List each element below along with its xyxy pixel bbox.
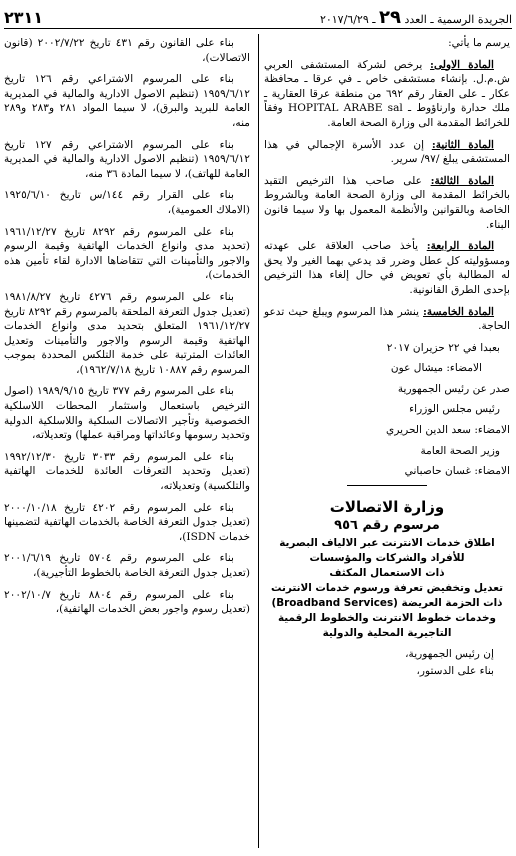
article-title: المادة الثانية: bbox=[431, 138, 494, 151]
recital-paragraph: بناء على المرسوم رقم ٤٢٠٢ تاريخ ٢٠٠٠/١٠/١٨ (تعديل جدول التعرفة الخاصة بالخدمات الهاتفية لتضمينها خدمات ISDN)، bbox=[4, 501, 250, 543]
article-5 bbox=[264, 305, 510, 334]
decree-title-line-2: للأفراد والشركات والمؤسسات bbox=[309, 552, 465, 565]
issue-date: ـ ٢٠١٧/٦/٢٩ bbox=[319, 12, 376, 26]
article-text: يرخص لشركة المستشفى العربي ش.م.ل. بإنشاء مستشفى خاص ـ في عرقا ـ محافظة عكار ـ على العقار رقم ٦٩٢ من منطقة عرقا العقارية ـ ملك حدارة وارناؤوط ـ HOPITAL ARABE sal وفقاً للخرائط المقدمة الى وزارة الصحة العامة. bbox=[264, 58, 510, 129]
recital-paragraph: بناء على المرسوم رقم ٨٨٠٤ تاريخ ٢٠٠٢/١٠/٧ (تعديل رسوم واجور بعض الخدمات الهاتفية)، bbox=[4, 588, 250, 616]
recital-paragraph: بناء على المرسوم رقم ٣٠٣٣ تاريخ ١٩٩٢/١٢/٣٠ (تعديل وتحديد التعرفات العائدة للخدمات الهاتفية والتلكسية) وتعديلاته، bbox=[4, 450, 250, 493]
page-number: ٢٣١١ bbox=[4, 7, 44, 27]
recital-paragraph: بناء على القرار رقم ١٤٤/س تاريخ ١٩٢٥/٦/١٠ (الاملاك العمومية)، bbox=[4, 189, 250, 216]
decree-title-line-7: التاجيرية المحلية والدولية bbox=[322, 627, 452, 640]
column-divider bbox=[258, 34, 259, 848]
article-4 bbox=[264, 239, 510, 297]
decree-title-line-6: وخدمات خطوط الانترنت والخطوط الرقمية bbox=[278, 612, 496, 625]
closing-line-1: إن رئيس الجمهورية، bbox=[405, 648, 494, 661]
ministry-heading: وزارة الاتصالات bbox=[329, 497, 445, 516]
decree-title-line-1: اطلاق خدمات الانترنت عبر الالياف البصرية bbox=[279, 537, 495, 550]
article-2 bbox=[264, 138, 510, 167]
decree-title-line-3: ذات الاستعمال المكثف bbox=[329, 567, 445, 580]
decree-title-line-5: ذات الحزمة العريضة (Broadband Services) bbox=[271, 597, 503, 610]
signature-president: الامضاء: ميشال عون bbox=[390, 362, 482, 375]
decree-number: مرسوم رقم ٩٥٦ bbox=[334, 518, 440, 534]
header-publication bbox=[320, 7, 512, 28]
article-title: المادة الاولى: bbox=[430, 58, 494, 71]
article-1 bbox=[264, 58, 510, 131]
separator-rule bbox=[347, 485, 427, 486]
recital-paragraph: بناء على المرسوم رقم ٨٢٩٢ تاريخ ١٩٦١/١٢/٢٧ (تحديد مدى وانواع الخدمات الهاتفية وقيمة الرسوم والاجور والتأمينات التي تتقاضاها الادارة لقاء تأمين هذه الخدمات)، bbox=[4, 225, 250, 282]
page-header bbox=[4, 6, 512, 29]
closing-line-2: بناء على الدستور، bbox=[416, 665, 494, 678]
minister-title: وزير الصحة العامة bbox=[420, 444, 500, 457]
decree-title-line-4: تعديل وتخفيض تعرفة ورسوم خدمات الانترنت bbox=[271, 582, 503, 595]
article-title: المادة الرابعة: bbox=[426, 240, 495, 253]
signature-pm: الامضاء: سعد الدين الحريري bbox=[386, 424, 510, 437]
pm-title: رئيس مجلس الوزراء bbox=[409, 403, 500, 416]
publication-name: الجريدة الرسمية ـ العدد bbox=[404, 12, 512, 26]
issued-by: صدر عن رئيس الجمهورية bbox=[397, 382, 510, 395]
recital-paragraph: بناء على المرسوم رقم ٤٢٧٦ تاريخ ١٩٨١/٨/٢٧ (تعديل جدول التعرفة الملحقة بالمرسوم رقم ٨٢٩٢ تاريخ ١٩٦١/١٢/٢٧ المتعلق بتحديد مدى وانواع الخدمات الهاتفية وقيمة الرسوم والاجور والتأمينات وتعديل العائدات المترتبة على خدمة التلكس المحددة بموجب المرسوم رقم ١٠٨٨٧ تاريخ ١٩٦٢/٧/١٨)، bbox=[4, 290, 250, 376]
recital-paragraph: بناء على القانون رقم ٤٣١ تاريخ ٢٠٠٢/٧/٢٢ (قانون الاتصالات)، bbox=[4, 37, 250, 64]
article-text: إن عدد الأسرة الإجمالي في هذا المستشفى يبلغ /٩٧/ سرير. bbox=[264, 138, 510, 166]
intro-text: يرسم ما يأتي: bbox=[448, 37, 510, 49]
recital-paragraph: بناء على المرسوم رقم ٣٧٧ تاريخ ١٩٨٩/٩/١٥ (اصول الترخيص باستعمال واستثمار المحطات اللاسلكية الخصوصية وتأجير الاتصالات السلكية واللاسلكية الدولية وتحديد رسومها وعائداتها ومراقبة عملها) وتعديلاته، bbox=[4, 385, 250, 442]
article-text: على صاحب هذا الترخيص التقيد بالخرائط المقدمة الى وزارة الصحة العامة وبالشروط الخاصة وبالقوانين والأنظمة المعمول بها ولا سيما قانون البناء. bbox=[264, 174, 510, 231]
article-title: المادة الثالثة: bbox=[430, 174, 494, 187]
recital-paragraph: بناء على المرسوم رقم ٥٧٠٤ تاريخ ٢٠٠١/٦/١٩ (تعديل جدول التعرفة الخاصة بالخطوط التأجيرية)، bbox=[4, 552, 250, 579]
recital-paragraph: بناء على المرسوم الاشتراعي رقم ١٢٧ تاريخ ١٩٥٩/٦/١٢ (تنظيم الاصول الادارية والمالية في المديرية العامة للهاتف)، لا سيما المادة ٣٦ منه، bbox=[4, 138, 250, 180]
recital-paragraph: بناء على المرسوم الاشتراعي رقم ١٢٦ تاريخ ١٩٥٩/٦/١٢ (تنظيم الاصول الادارية والمالية في المديرية العامة للبريد والبرق)، لا سيما المواد ٢٨١ و٢٨٣ و٢٨٩ منه، bbox=[4, 73, 251, 129]
issue-number: ٢٩ bbox=[378, 6, 401, 28]
article-text: يأخذ صاحب العلاقة على عهدته ومسؤوليته كل عطل وضرر قد يدعي بهما الغير ولا يحق له المطالبة بأي تعويض في حال إلغاء هذا الترخيص بإحدى الطرق القانونية. bbox=[264, 240, 510, 296]
article-title: المادة الخامسة: bbox=[423, 305, 495, 318]
article-3 bbox=[264, 174, 510, 232]
article-text: ينشر هذا المرسوم ويبلغ حيث تدعو الحاجة. bbox=[264, 305, 510, 333]
right-column bbox=[264, 36, 510, 679]
place-date: بعبدا في ٢٢ حزيران ٢٠١٧ bbox=[386, 341, 500, 354]
signature-minister: الامضاء: غسان حاصباني bbox=[404, 465, 510, 478]
left-column bbox=[4, 36, 250, 624]
